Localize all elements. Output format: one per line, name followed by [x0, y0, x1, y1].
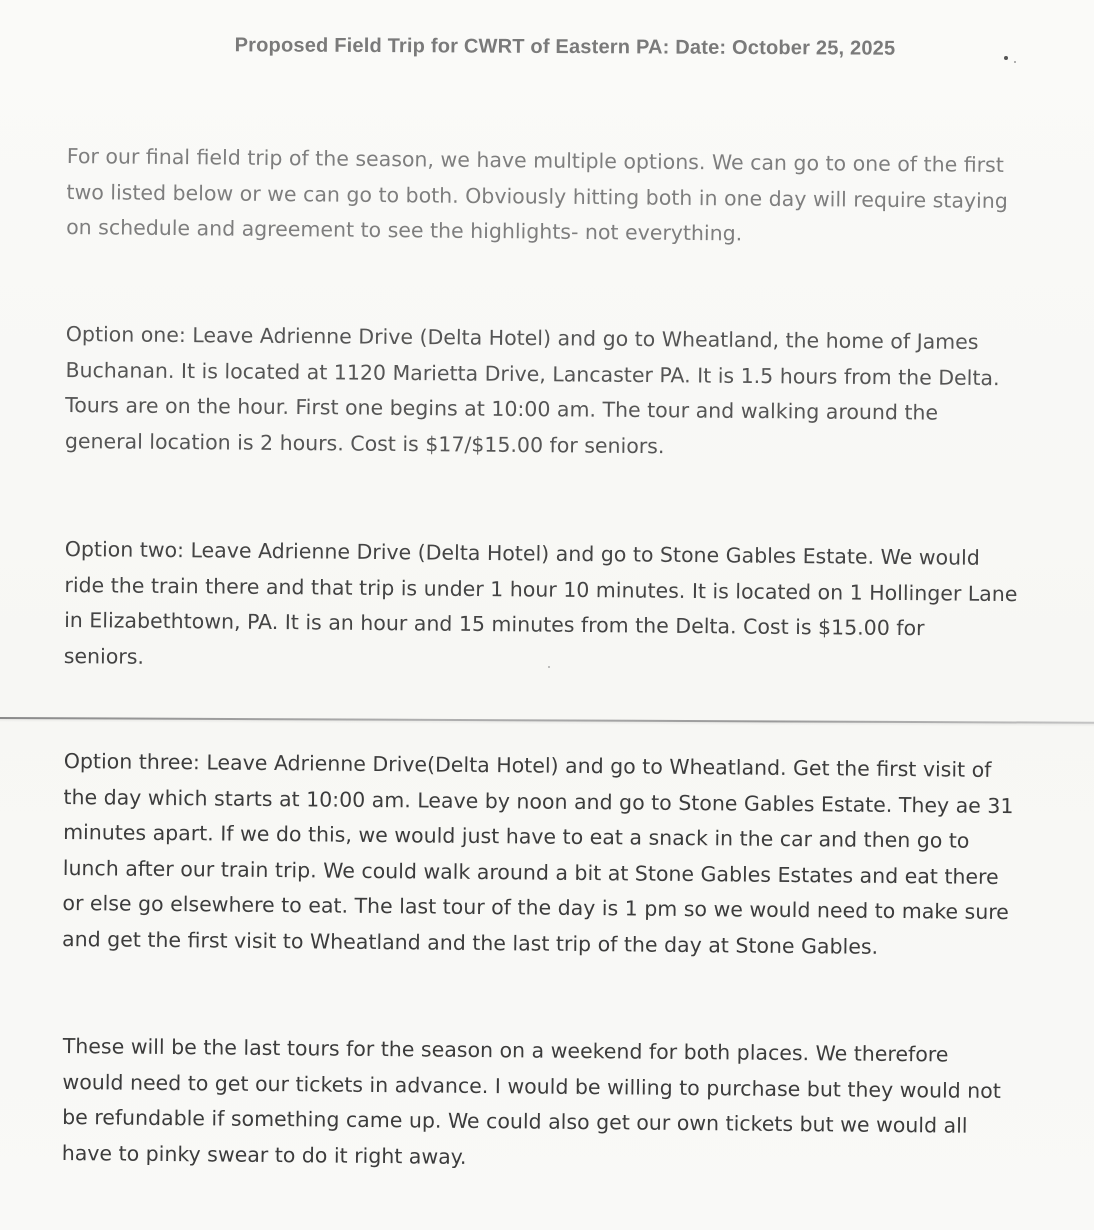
scan-speck: [1014, 61, 1016, 63]
paragraph-line: Tours are on the hour. First one begins at 10:00 am. The tour and walking around the: [65, 392, 939, 425]
paragraph-line: would need to get our tickets in advance. I would be willing to purchase but they would not: [62, 1069, 1001, 1103]
paragraph-line: Option two: Leave Adrienne Drive (Delta Hotel) and go to Stone Gables Estate. We would: [64, 536, 980, 570]
paragraph-line: lunch after our train trip. We could walk around a bit at Stone Gables Estates and eat there: [62, 855, 999, 889]
paragraph-line: For our final field trip of the season, we have multiple options. We can go to one of the first: [66, 143, 1004, 177]
paragraph-line: or else go elsewhere to eat. The last tour of the day is 1 pm so we would need to make sure: [62, 890, 1009, 925]
option-two-paragraph: [64, 532, 1018, 683]
paragraph-line: Option three: Leave Adrienne Drive(Delta Hotel) and go to Wheatland. Get the first visit of: [63, 748, 992, 782]
paragraph-line: two listed below or we can go to both. Obviously hitting both in one day will require staying: [66, 179, 1008, 213]
document-title: Proposed Field Trip for CWRT of Eastern PA: Date: October 25, 2025: [234, 34, 896, 60]
paragraph-line: general location is 2 hours. Cost is $17/$15.00 for seniors.: [64, 428, 665, 458]
intro-paragraph: [66, 139, 1008, 255]
paragraph-line: have to pinky swear to do it right away.: [61, 1140, 467, 1169]
paragraph-line: Option one: Leave Adrienne Drive (Delta Hotel) and go to Wheatland, the home of James: [65, 321, 979, 354]
paragraph-line: Buchanan. It is located at 1120 Marietta Drive, Lancaster PA. It is 1.5 hours from the Delta.: [65, 357, 1000, 390]
scan-speck: [548, 666, 550, 668]
option-three-paragraph: [62, 744, 1014, 966]
paragraph-line: the day which starts at 10:00 am. Leave by noon and go to Stone Gables Estate. They ae 31: [63, 784, 1014, 818]
paragraph-line: and get the first visit to Wheatland and the last trip of the day at Stone Gables.: [62, 926, 879, 959]
closing-paragraph: [62, 1029, 1002, 1180]
paragraph-line: on schedule and agreement to see the highlights- not everything.: [66, 214, 743, 246]
paragraph-line: in Elizabethtown, PA. It is an hour and 15 minutes from the Delta. Cost is $15.00 for: [64, 607, 925, 641]
paragraph-line: be refundable if something came up. We could also get our own tickets but we would all: [62, 1104, 968, 1138]
paragraph-line: seniors.: [63, 643, 145, 669]
scan-speck: [1004, 56, 1008, 60]
paragraph-line: minutes apart. If we do this, we would just have to eat a snack in the car and then go to: [63, 819, 970, 853]
option-one-paragraph: [65, 317, 1000, 467]
paragraph-line: These will be the last tours for the season on a weekend for both places. We therefore: [62, 1033, 949, 1067]
paragraph-line: ride the train there and that trip is under 1 hour 10 minutes. It is located on 1 Hollinger Lane: [64, 572, 1018, 606]
